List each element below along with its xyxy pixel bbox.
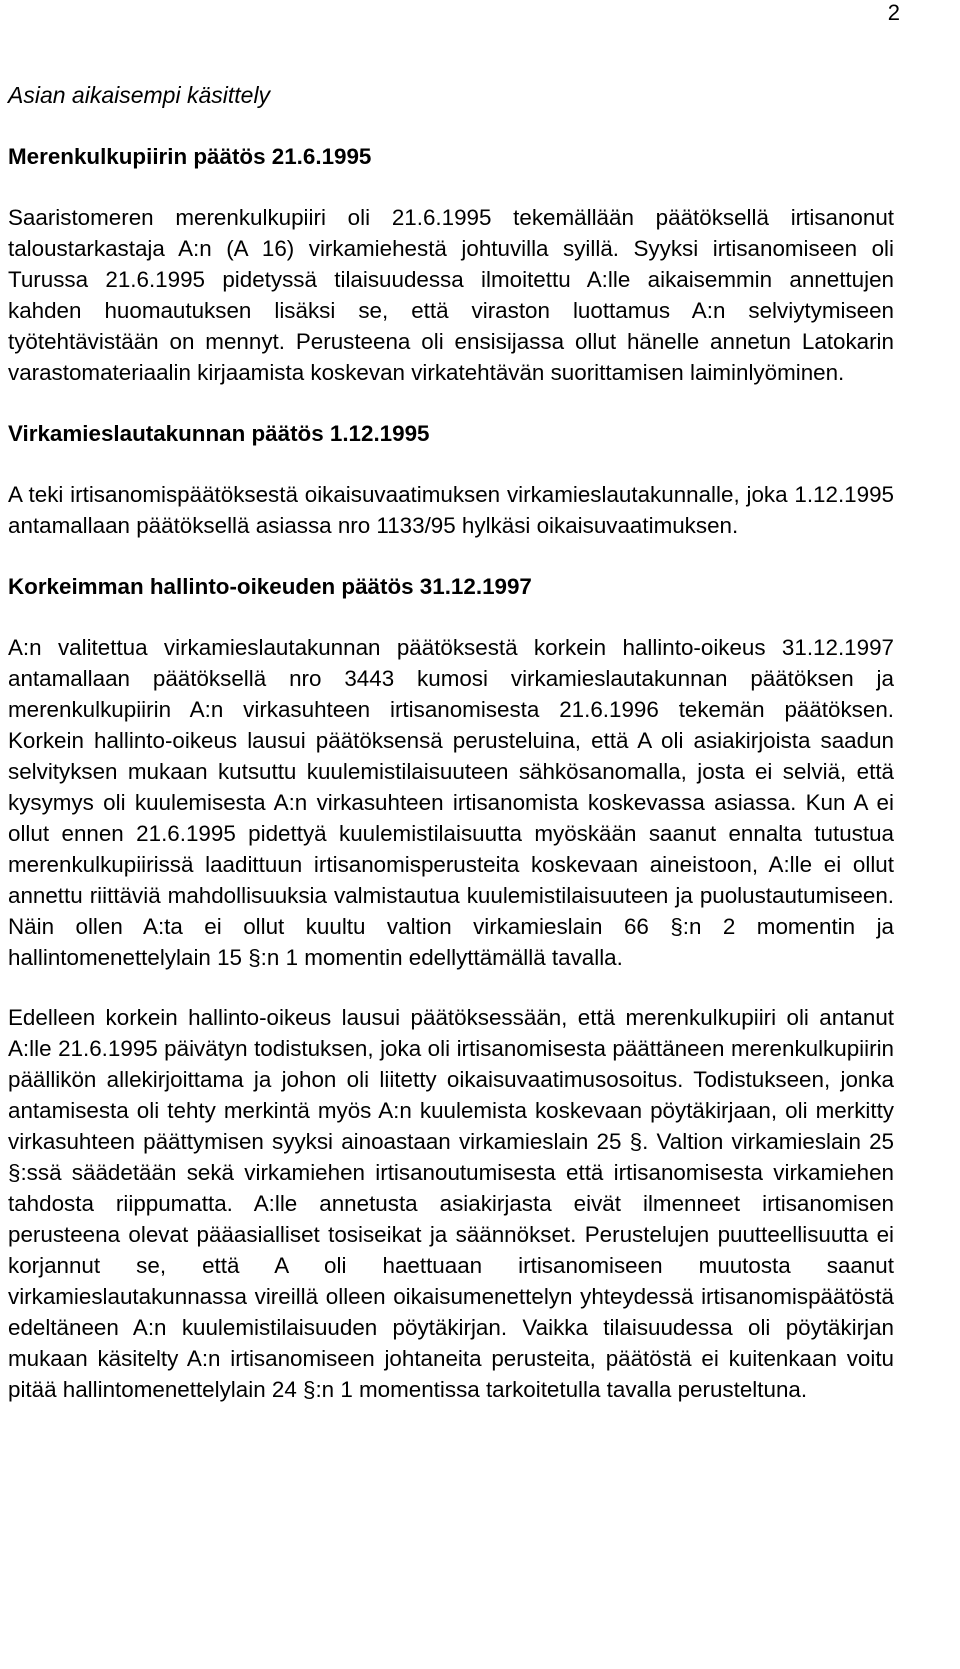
paragraph-kho-1: A:n valitettua virkamieslautakunnan päätöksestä korkein hallinto-oikeus 31.12.1997 antamallaan päätöksellä nro 3443 kumosi virkamieslautakunnan päätöksen ja merenkulkupiirin A:n virkasuhteen irtisanomisesta 21.6.1996 tekemän päätöksen. Korkein hallinto-oikeus lausui päätöksensä perusteluina, että A oli asiakirjoista saadun selvityksen mukaan kutsuttu kuulemistilaisuuteen sähkösanomalla, josta ei selviä, että kysymys oli kuulemisesta A:n virkasuhteen irtisanomista koskevassa asiassa. Kun A ei ollut ennen 21.6.1995 pidettyä kuulemistilaisuutta myöskään saanut ennalta tutustua merenkulkupiirissä laadittuun irtisanomisperusteita koskevaan aineistoon, A:lle ei ollut annettu riittäviä mahdollisuuksia valmistautua kuulemistilaisuuteen ja puolustautumiseen. Näin ollen A:ta ei ollut kuultu valtion virkamieslain 66 §:n 2 momentin ja hallintomenettelylain 15 §:n 1 momentin edellyttämällä tavalla. (8, 635, 894, 970)
subheading-kho: Korkeimman hallinto-oikeuden päätös 31.12.1997 (8, 574, 532, 599)
paragraph-kho-2: Edelleen korkein hallinto-oikeus lausui päätöksessään, että merenkulkupiiri oli antanut A:lle 21.6.1995 päivätyn todistuksen, joka oli irtisanomisesta päättäneen merenkulkupiirin päällikön allekirjoittama ja johon oli liitetty oikaisuvaatimusosoitus. Todistukseen, jonka antamisesta oli tehty merkintä myös A:n kuulemista koskevaan pöytäkirjaan, oli merkitty virkasuhteen päättymisen syyksi ainoastaan virkamieslain 25 §. Valtion virkamieslain 25 §:ssä säädetään sekä virkamiehen irtisanoutumisesta että irtisanomisesta virkamiehen tahdosta riippumatta. A:lle annetusta asiakirjasta eivät ilmenneet irtisanomisen perusteena olevat pääasialliset tosiseikat ja säännökset. Perustelujen puutteellisuutta ei korjannut se, että A oli haettuaan irtisanomiseen muutosta saanut virkamieslautakunnassa vireillä olleen oikaisumenettelyn yhteydessä irtisanomispäätöstä edeltäneen A:n kuulemistilaisuuden pöytäkirjan. Vaikka tilaisuudessa oli pöytäkirjan mukaan käsitelty A:n irtisanomiseen johtaneita perusteita, päätöstä ei kuitenkaan voitu pitää hallintomenettelylain 24 §:n 1 momentissa tarkoitetulla tavalla perusteltuna. (8, 1005, 894, 1402)
page-number: 2 (887, 0, 900, 25)
subheading-virkamieslautakunta: Virkamieslautakunnan päätös 1.12.1995 (8, 421, 430, 446)
subheading-merenkulkupiiri: Merenkulkupiirin päätös 21.6.1995 (8, 144, 372, 169)
paragraph-virkamieslautakunta: A teki irtisanomispäätöksestä oikaisuvaatimuksen virkamieslautakunnalle, joka 1.12.1995 antamallaan päätöksellä asiassa nro 1133/95 hylkäsi oikaisuvaatimuksen. (8, 482, 894, 538)
section-heading: Asian aikaisempi käsittely (8, 82, 271, 108)
paragraph-merenkulkupiiri: Saaristomeren merenkulkupiiri oli 21.6.1995 tekemällään päätöksellä irtisanonut taloustarkastaja A:n (A 16) virkamiehestä johtuvilla syillä. Syyksi irtisanomiseen oli Turussa 21.6.1995 pidetyssä tilaisuudessa ilmoitettu A:lle aikaisemmin annettujen kahden huomautuksen lisäksi se, että viraston luottamus A:n selviytymiseen työtehtävistään on mennyt. Perusteena oli ensisijassa ollut hänelle annetun Latokarin varastomateriaalin kirjaamista koskevan virkatehtävän suorittamisen laiminlyöminen. (8, 205, 894, 385)
document-body (8, 80, 894, 1435)
